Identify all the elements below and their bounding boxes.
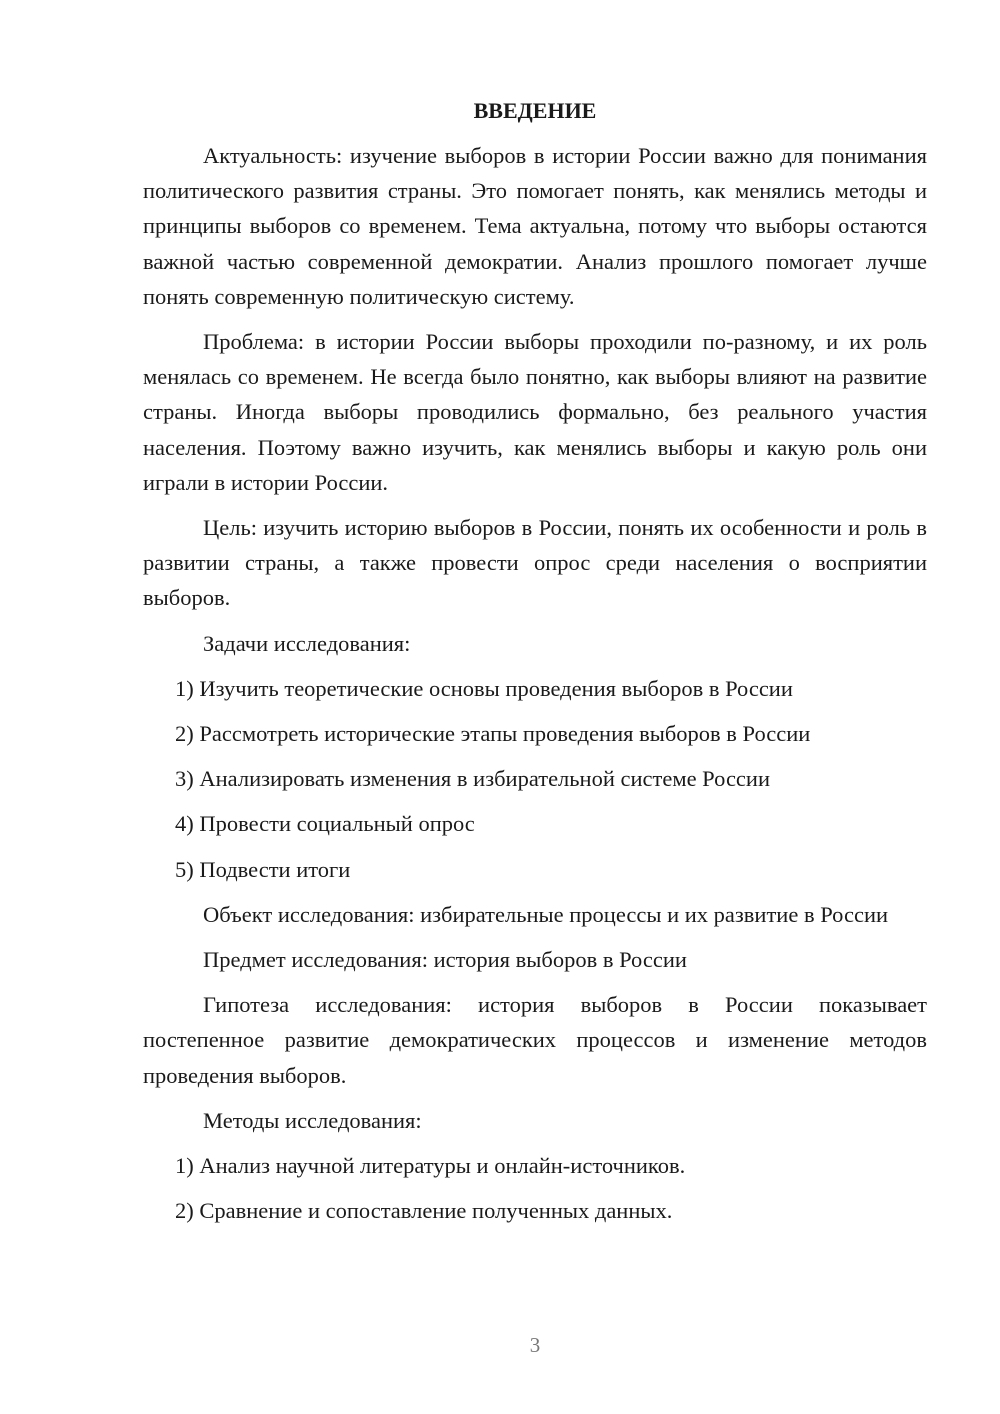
section-title: ВВЕДЕНИЕ — [473, 98, 597, 123]
list-item: 2) Рассмотреть исторические этапы проведения выборов в России — [175, 721, 811, 747]
list-item: 1) Анализ научной литературы и онлайн-источников. — [175, 1153, 686, 1179]
list-item: 2) Сравнение и сопоставление полученных данных. — [175, 1198, 673, 1224]
list-item: 1) Изучить теоретические основы проведения выборов в России — [175, 675, 793, 701]
subject-paragraph: Предмет исследования: история выборов в России — [203, 947, 687, 973]
relevance-paragraph: Актуальность: изучение выборов в истории России важно для понимания политического развития страны. Это помогает понять, как менялись методы и принципы выборов со временем. Тема актуальна, потому что выборы остаются важной частью современной демократии. Анализ прошлого помогает лучше понять современную политическую систему. — [143, 143, 927, 309]
page-number: 3 — [529, 1333, 541, 1357]
document-page — [143, 96, 927, 1238]
object-paragraph: Объект исследования: избирательные процессы и их развитие в России — [203, 901, 889, 927]
methods-list — [143, 1148, 927, 1228]
methods-heading: Методы исследования: — [203, 1107, 422, 1133]
list-item: 5) Подвести итоги — [175, 856, 351, 882]
problem-paragraph: Проблема: в истории России выборы проходили по-разному, и их роль менялась со временем. Не всегда было понятно, как выборы влияют на развитие страны. Иногда выборы проводились формально, без реального участия населения. Поэтому важно изучить, как менялись выборы и какую роль они играли в истории России. — [143, 329, 927, 495]
list-item: 3) Анализировать изменения в избирательной системе России — [175, 766, 770, 792]
goal-paragraph: Цель: изучить историю выборов в России, понять их особенности и роль в развитии страны, а также провести опрос среди населения о восприятии выборов. — [143, 515, 927, 611]
tasks-heading: Задачи исследования: — [203, 630, 411, 656]
list-item: 4) Провести социальный опрос — [175, 811, 475, 837]
tasks-list — [143, 671, 927, 887]
hypothesis-paragraph: Гипотеза исследования: история выборов в России показывает постепенное развитие демократических процессов и изменение методов проведения выборов. — [143, 992, 927, 1088]
